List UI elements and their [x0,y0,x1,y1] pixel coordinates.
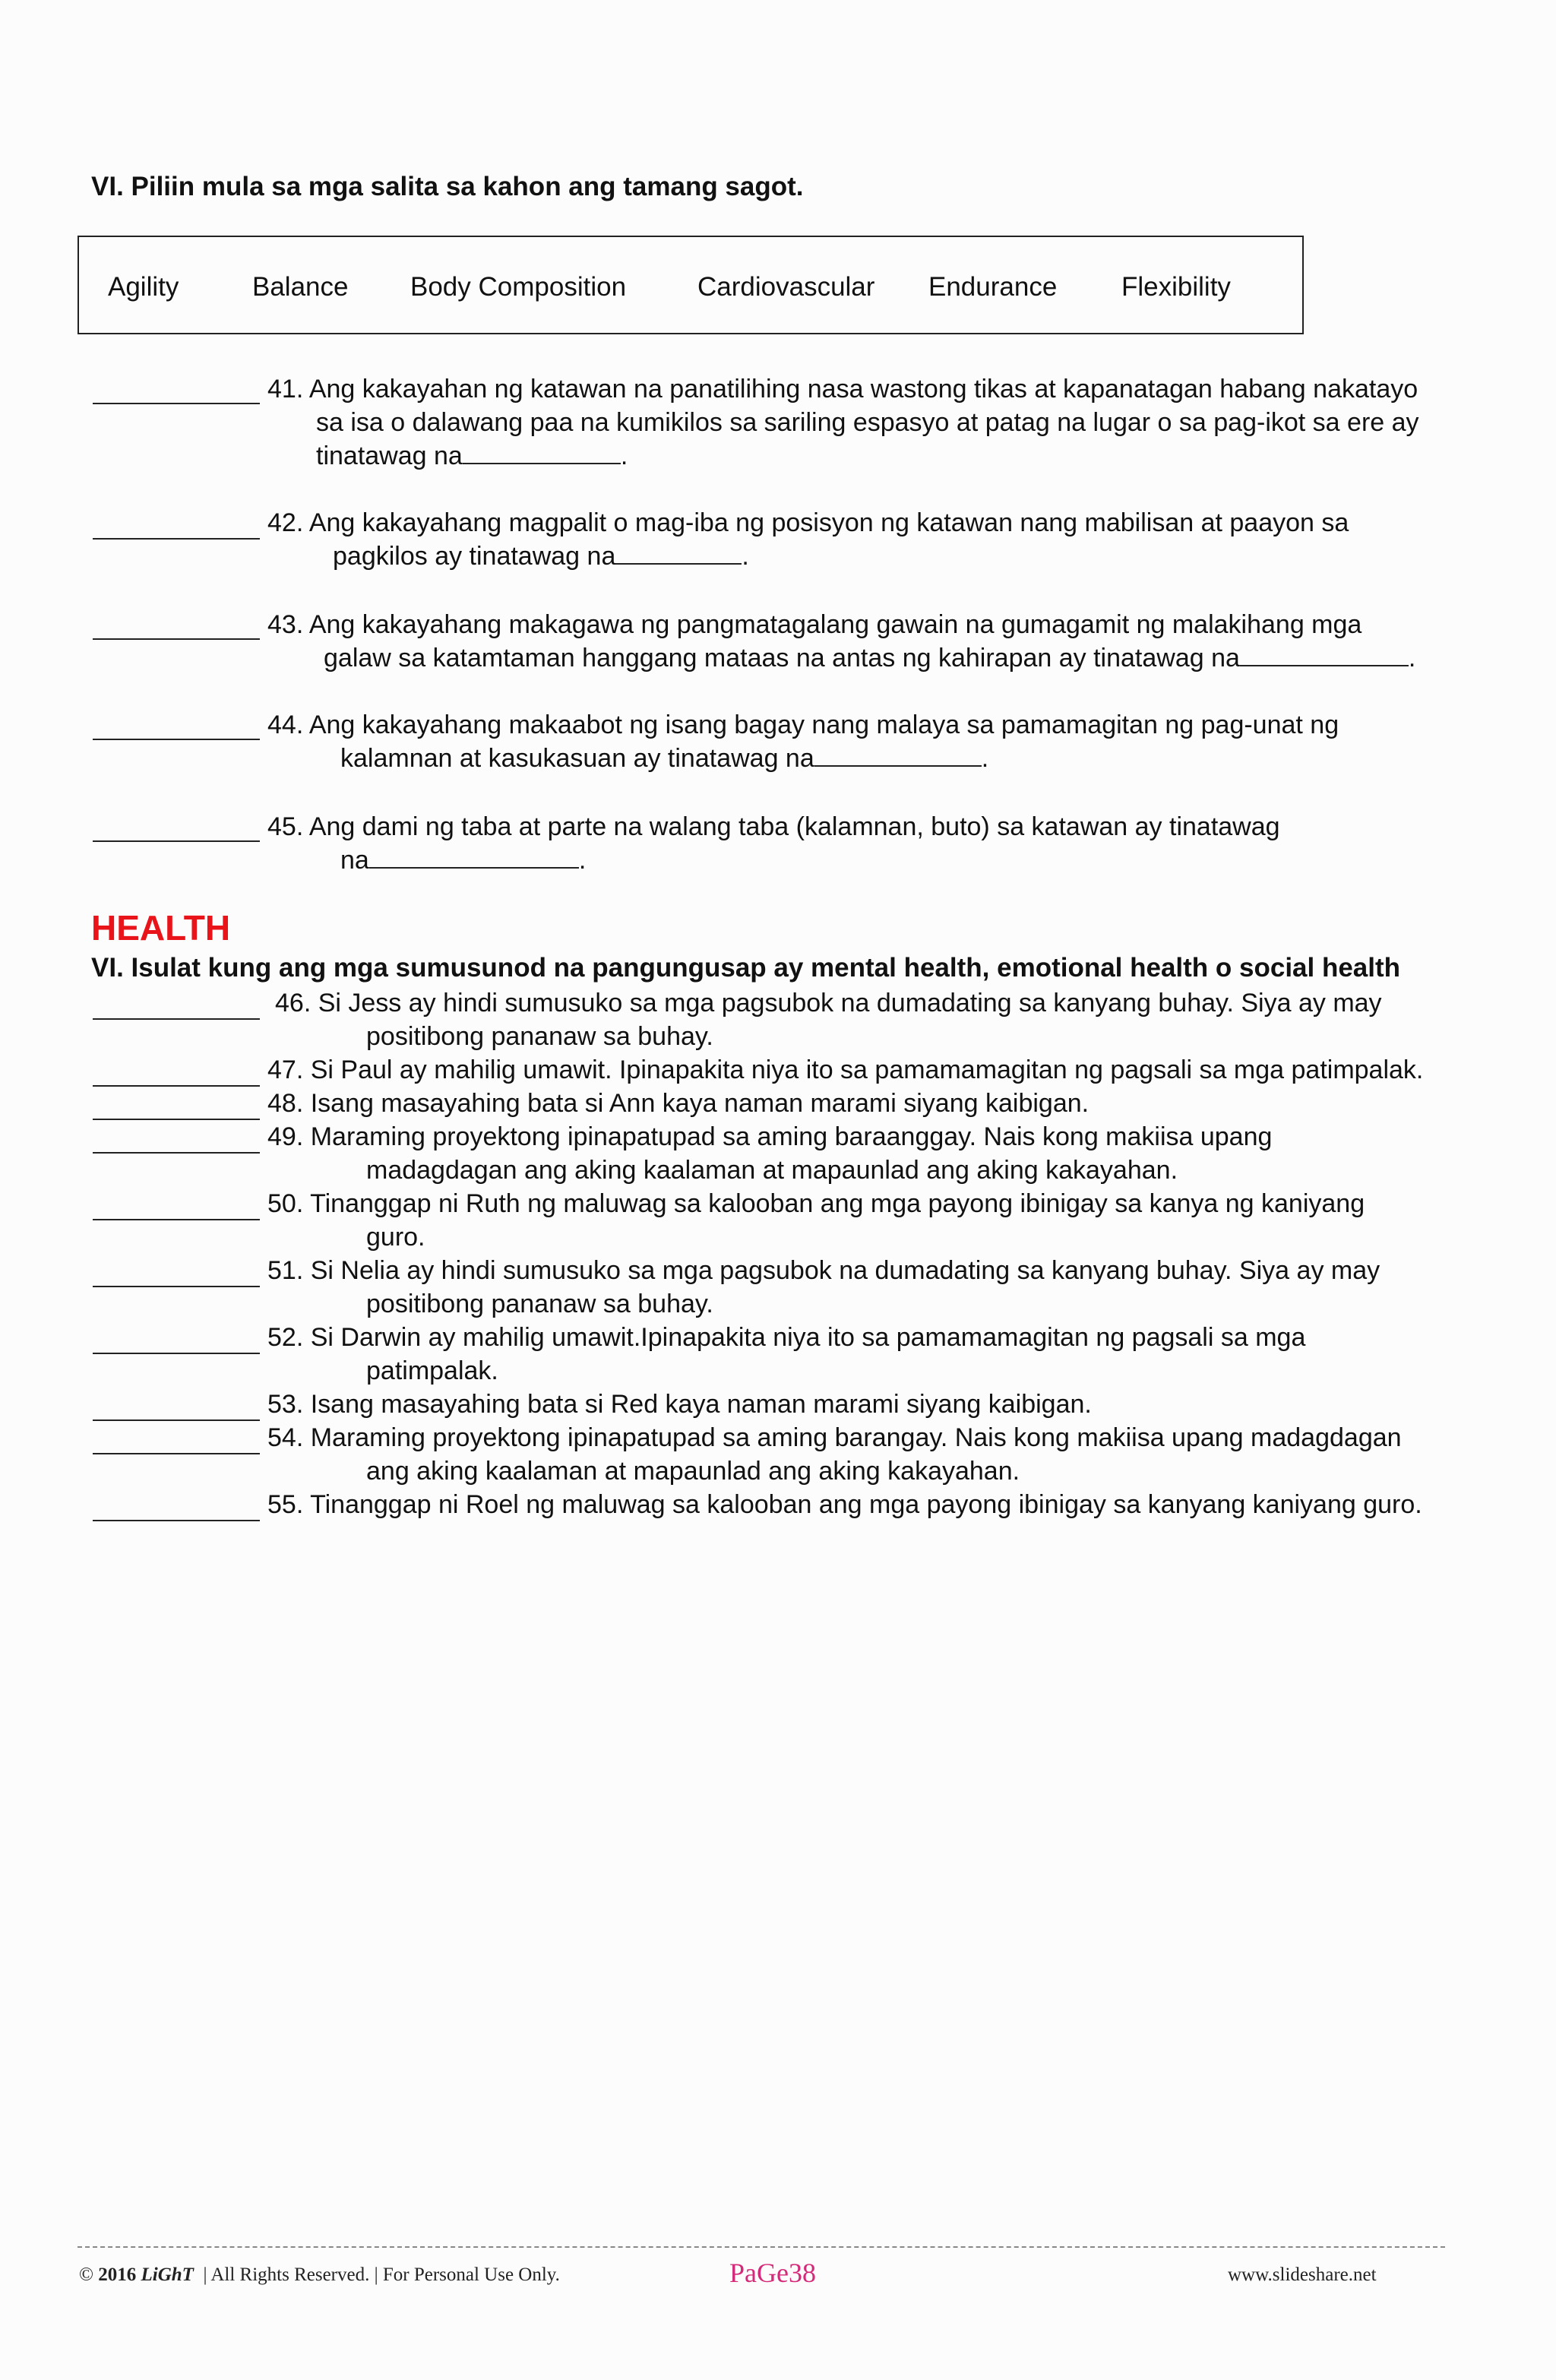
answer-blank-54[interactable] [93,1453,260,1454]
copyright-icon: © [79,2264,93,2285]
item-41-line-2: sa isa o dalawang paa na kumikilos sa sariling espasyo at patag na lugar o sa pag-ikot sa ere ay [316,408,1419,437]
answer-blank-52[interactable] [93,1353,260,1354]
item-54-line-1: 54. Maraming proyektong ipinapatupad sa aming barangay. Nais kong makiisa upang madagdagan [267,1423,1402,1452]
choice-cardiovascular: Cardiovascular [697,272,875,302]
item-45-line-1: 45. Ang dami ng taba at parte na walang taba (kalamnan, buto) sa katawan ay tinatawag [267,812,1280,841]
choice-balance: Balance [252,272,349,302]
item-49-line-2: madagdagan ang aking kaalaman at mapaunlad ang aking kakayahan. [366,1156,1178,1185]
item-48-line-1: 48. Isang masayahing bata si Ann kaya naman marami siyang kaibigan. [267,1089,1090,1118]
answer-blank-43[interactable] [93,638,260,640]
footer-site[interactable]: www.slideshare.net [1228,2264,1377,2285]
answer-blank-41[interactable] [93,403,260,404]
choice-body-composition: Body Composition [410,272,627,302]
item-46-line-1: 46. Si Jess ay hindi sumusuko sa mga pagsubok na dumadating sa kanyang buhay. Siya ay may [275,989,1382,1018]
item-42-line-1: 42. Ang kakayahang magpalit o mag-iba ng posisyon ng katawan nang mabilisan at paayon sa [267,508,1349,537]
answer-blank-49[interactable] [93,1152,260,1154]
item-47-line-1: 47. Si Paul ay mahilig umawit. Ipinapakita niya ito sa pamamamagitan ng pagsali sa mga patimpalak. [267,1055,1424,1084]
footer-copyright [79,2264,560,2286]
footer-year: 2016 [98,2264,137,2285]
item-43-line-2: galaw sa katamtaman hanggang mataas na antas ng kahirapan ay tinatawag na . [324,644,1416,673]
item-46-line-2: positibong pananaw sa buhay. [366,1022,713,1051]
footer-brand: LiGhT [141,2264,194,2285]
inline-blank-41 [463,440,621,464]
answer-blank-51[interactable] [93,1286,260,1287]
item-45-line-2: na . [340,846,587,875]
item-50-line-2: guro. [366,1223,425,1252]
item-43-line-1: 43. Ang kakayahang makagawa ng pangmatagalang gawain na gumagamit ng malakihang mga [267,610,1362,639]
item-42-line-2: pagkilos ay tinatawag na . [333,542,749,571]
inline-blank-42 [615,540,742,565]
answer-blank-55[interactable] [93,1520,260,1521]
choice-endurance: Endurance [928,272,1058,302]
answer-blank-50[interactable] [93,1219,260,1220]
item-49-line-1: 49. Maraming proyektong ipinapatupad sa aming baraanggay. Nais kong makiisa upang [267,1122,1273,1151]
item-44-line-2: kalamnan at kasukasuan ay tinatawag na . [340,744,989,773]
choice-agility: Agility [108,272,179,302]
answer-blank-45[interactable] [93,840,260,842]
item-54-line-2: ang aking kaalaman at mapaunlad ang aking kakayahan. [366,1457,1020,1486]
health-heading: HEALTH [91,908,231,948]
section-title: VI. Piliin mula sa mga salita sa kahon ang tamang sagot. [91,172,804,201]
health-title: VI. Isulat kung ang mga sumusunod na pangungusap ay mental health, emotional health o social health [91,953,1401,983]
item-52-line-1: 52. Si Darwin ay mahilig umawit.Ipinapakita niya ito sa pamamamagitan ng pagsali sa mga [267,1323,1306,1352]
item-52-line-2: patimpalak. [366,1356,498,1385]
answer-blank-46[interactable] [93,1018,260,1020]
answer-blank-53[interactable] [93,1419,260,1421]
inline-blank-43 [1240,642,1409,666]
item-51-line-2: positibong pananaw sa buhay. [366,1290,713,1318]
item-44-line-1: 44. Ang kakayahang makaabot ng isang bagay nang malaya sa pamamagitan ng pag-unat ng [267,711,1339,739]
inline-blank-44 [814,742,982,767]
answer-blank-44[interactable] [93,739,260,740]
item-50-line-1: 50. Tinanggap ni Ruth ng maluwag sa kalooban ang mga payong ibinigay sa kanya ng kaniyang [267,1189,1365,1218]
choice-flexibility: Flexibility [1121,272,1231,302]
footer-divider [77,2246,1445,2248]
answer-blank-48[interactable] [93,1119,260,1120]
answer-blank-47[interactable] [93,1085,260,1087]
item-51-line-1: 51. Si Nelia ay hindi sumusuko sa mga pagsubok na dumadating sa kanyang buhay. Siya ay may [267,1256,1380,1285]
page-number: PaGe38 [729,2258,816,2288]
item-41-line-1: 41. Ang kakayahan ng katawan na panatilihing nasa wastong tikas at kapanatagan habang nakatayo [267,375,1418,404]
inline-blank-45 [369,844,579,869]
answer-blank-42[interactable] [93,538,260,540]
item-41-line-3: tinatawag na . [316,442,628,470]
item-55-line-1: 55. Tinanggap ni Roel ng maluwag sa kalooban ang mga payong ibinigay sa kanyang kaniyang guro. [267,1490,1422,1519]
item-53-line-1: 53. Isang masayahing bata si Red kaya naman marami siyang kaibigan. [267,1390,1092,1419]
footer-rights: | All Rights Reserved. | For Personal Use Only. [203,2264,560,2285]
